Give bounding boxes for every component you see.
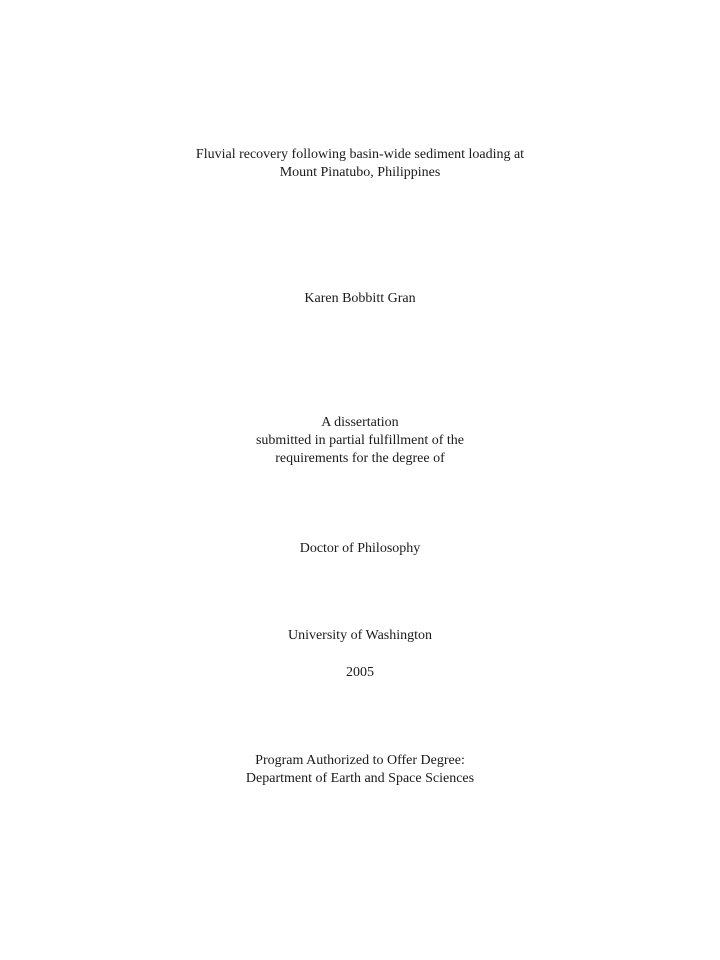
author-name-text: Karen Bobbitt Gran	[304, 291, 416, 306]
university-name-text: University of Washington	[287, 628, 433, 643]
program-line-2: Department of Earth and Space Sciences	[245, 771, 475, 786]
statement-line-3: requirements for the degree of	[275, 451, 445, 466]
title-line-2: Mount Pinatubo, Philippines	[279, 165, 441, 180]
dissertation-title	[0, 146, 720, 182]
author-name	[0, 290, 720, 308]
year-text: 2005	[346, 665, 374, 680]
year	[0, 664, 720, 682]
university-name	[0, 627, 720, 645]
program-line-1: Program Authorized to Offer Degree:	[255, 753, 465, 768]
degree-name-text: Doctor of Philosophy	[299, 541, 421, 556]
dissertation-statement	[0, 414, 720, 468]
program-authorized	[0, 752, 720, 788]
title-line-1: Fluvial recovery following basin-wide sediment loading at	[195, 147, 525, 162]
statement-line-2: submitted in partial fulfillment of the	[255, 433, 464, 448]
statement-line-1: A dissertation	[321, 415, 399, 430]
degree-name	[0, 540, 720, 558]
